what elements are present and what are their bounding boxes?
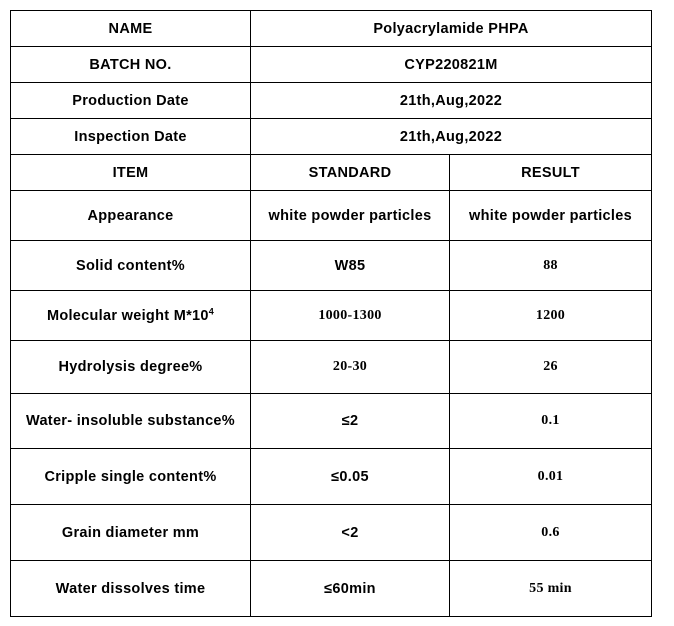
table-row — [11, 561, 652, 617]
row-inspection-date — [11, 119, 652, 155]
name-value: Polyacrylamide PHPA — [251, 11, 652, 47]
standard-cell: W85 — [251, 241, 450, 291]
item-cell: Water dissolves time — [11, 561, 251, 617]
standard-cell: 1000-1300 — [251, 291, 450, 341]
result-cell: 88 — [450, 241, 652, 291]
table-row — [11, 341, 652, 394]
item-superscript: 4 — [208, 306, 215, 317]
row-batch — [11, 47, 652, 83]
row-name — [11, 11, 652, 47]
item-cell: Hydrolysis degree% — [11, 341, 251, 394]
standard-cell: ≤0.05 — [251, 449, 450, 505]
row-production-date — [11, 83, 652, 119]
table-row — [11, 241, 652, 291]
column-header-result: RESULT — [450, 155, 652, 191]
item-cell: Water- insoluble substance% — [11, 394, 251, 449]
table-row — [11, 191, 652, 241]
item-text: Molecular weight M*10 — [46, 307, 209, 324]
table-row — [11, 394, 652, 449]
column-header-standard: STANDARD — [251, 155, 450, 191]
standard-cell: white powder particles — [251, 191, 450, 241]
table-row — [11, 505, 652, 561]
item-cell — [11, 291, 251, 341]
result-cell: 0.1 — [450, 394, 652, 449]
name-label: NAME — [11, 11, 251, 47]
item-cell: Appearance — [11, 191, 251, 241]
standard-cell: ≤2 — [251, 394, 450, 449]
production-date-value: 21th,Aug,2022 — [251, 83, 652, 119]
standard-cell: 20-30 — [251, 341, 450, 394]
result-cell: white powder particles — [450, 191, 652, 241]
table-row — [11, 291, 652, 341]
column-header-item: ITEM — [11, 155, 251, 191]
result-cell: 55 min — [450, 561, 652, 617]
result-cell: 0.6 — [450, 505, 652, 561]
item-cell: Cripple single content% — [11, 449, 251, 505]
result-cell: 0.01 — [450, 449, 652, 505]
inspection-date-label: Inspection Date — [11, 119, 251, 155]
item-cell: Solid content% — [11, 241, 251, 291]
standard-cell: <2 — [251, 505, 450, 561]
batch-value: CYP220821M — [251, 47, 652, 83]
item-cell: Grain diameter mm — [11, 505, 251, 561]
standard-cell: ≤60min — [251, 561, 450, 617]
result-cell: 26 — [450, 341, 652, 394]
result-cell: 1200 — [450, 291, 652, 341]
batch-label: BATCH NO. — [11, 47, 251, 83]
inspection-date-value: 21th,Aug,2022 — [251, 119, 652, 155]
column-header-row — [11, 155, 652, 191]
production-date-label: Production Date — [11, 83, 251, 119]
certificate-table — [10, 10, 652, 617]
table-row — [11, 449, 652, 505]
